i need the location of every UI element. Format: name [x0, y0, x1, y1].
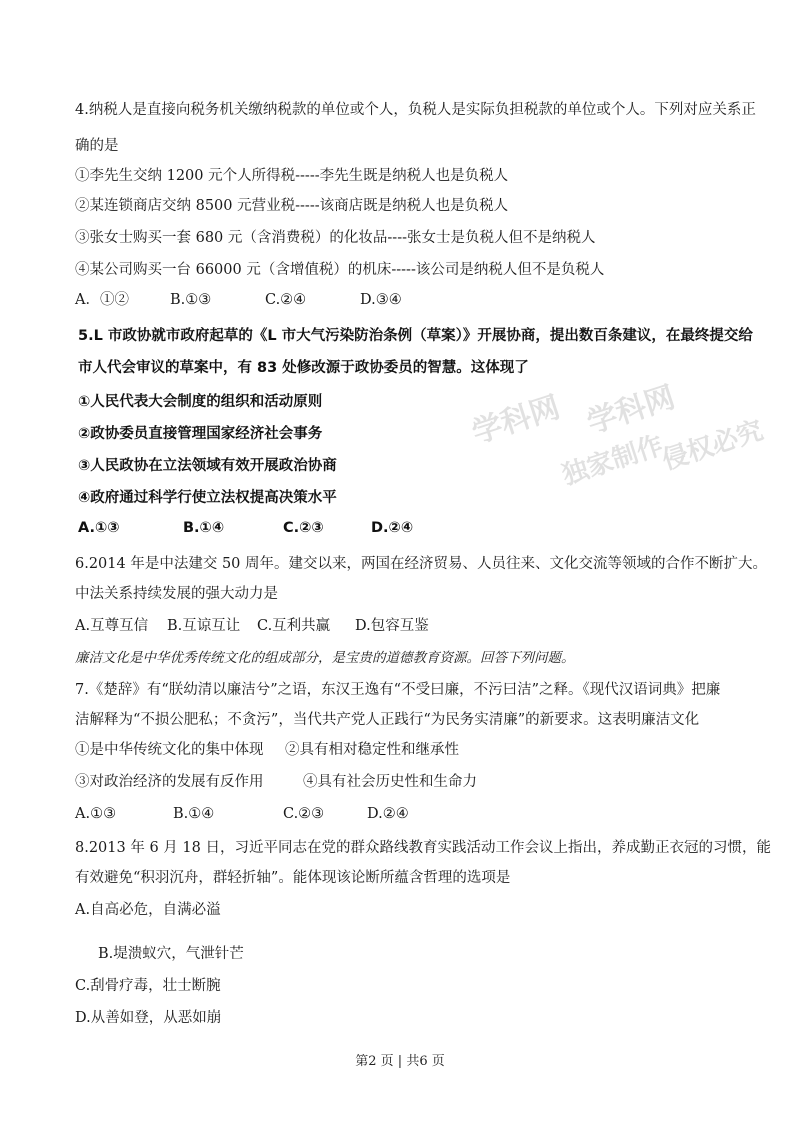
watermark-text: 学科网 [582, 379, 680, 441]
q8-stem-cont: 有效避免“积羽沉舟，群轻折轴”。能体现该论断所蕴含哲理的选项是 [75, 870, 511, 886]
q4-option-a[interactable]: A．①② [75, 292, 129, 308]
q6-option-b[interactable]: B.互谅互让 [167, 618, 241, 634]
q6-option-a[interactable]: A.互尊互信 [75, 618, 149, 634]
q6-option-c[interactable]: C.互利共赢 [257, 618, 331, 634]
q4-item-3: ③张女士购买一套 680 元（含消费税）的化妆品----张女士是负税人但不是纳税人 [75, 230, 596, 246]
section-note: 廉洁文化是中华优秀传统文化的组成部分，是宝贵的道德教育资源。回答下列问题。 [75, 650, 575, 666]
q7-stem-cont: 洁解释为“不损公肥私；不贪污”，当代共产党人正践行“为民务实清廉”的新要求。这表明廉洁文化 [75, 712, 700, 728]
q4-option-d[interactable]: D.③④ [360, 292, 402, 308]
q4-options [75, 290, 760, 310]
q4-item-2: ②某连锁商店交纳 8500 元营业税-----该商店既是纳税人也是负税人 [75, 198, 509, 214]
watermark-text: 独家制作 [558, 430, 667, 492]
q5-option-c[interactable]: C.②③ [283, 520, 324, 536]
q7-option-c[interactable]: C.②③ [283, 806, 325, 822]
q5-option-d[interactable]: D.②④ [371, 520, 414, 536]
q6-options [75, 616, 760, 636]
q4-stem-cont: 确的是 [75, 138, 119, 154]
q5-options [78, 518, 760, 538]
watermark-text: 学科网 [467, 389, 565, 451]
q7-stem: 7.《楚辞》有“朕幼清以廉洁兮”之语，东汉王逸有“不受曰廉，不污曰洁”之释。《现代汉语词典》把廉 [75, 682, 721, 698]
q4-option-b[interactable]: B.①③ [170, 292, 212, 308]
q7-item-3: ③对政治经济的发展有反作用 [75, 774, 264, 790]
q7-option-b[interactable]: B.①④ [173, 806, 215, 822]
q4-stem: 4.纳税人是直接向税务机关缴纳税款的单位或个人，负税人是实际负担税款的单位或个人。下列对应关系正 [75, 102, 756, 118]
q8-option-b[interactable]: B.堤溃蚁穴，气泄针芒 [98, 946, 244, 962]
watermark-text: 侵权必究 [658, 415, 767, 477]
q4-item-4: ④某公司购买一台 66000 元（含增值税）的机床-----该公司是纳税人但不是负税人 [75, 262, 605, 278]
q7-option-a[interactable]: A.①③ [75, 806, 117, 822]
q5-stem: 5.L 市政协就市政府起草的《L 市大气污染防治条例（草案）》开展协商，提出数百条建议，在最终提交给 [78, 328, 753, 344]
q7-item-2: ②具有相对稳定性和继承性 [285, 742, 459, 758]
q5-option-b[interactable]: B.①④ [183, 520, 225, 536]
q5-item-2: ②政协委员直接管理国家经济社会事务 [78, 426, 323, 442]
q6-option-d[interactable]: D.包容互鉴 [355, 618, 429, 634]
q8-option-d[interactable]: D.从善如登，从恶如崩 [75, 1010, 222, 1026]
q5-stem-cont: 市人代会审议的草案中，有 83 处修改源于政协委员的智慧。这体现了 [78, 360, 529, 376]
q7-items-row-1 [75, 740, 760, 760]
page-footer: 第2 页 | 共6 页 [355, 1054, 445, 1069]
q5-item-4: ④政府通过科学行使立法权提高决策水平 [78, 490, 337, 506]
q6-stem-cont: 中法关系持续发展的强大动力是 [75, 586, 278, 602]
q7-items-row-2 [75, 772, 760, 792]
q4-option-c[interactable]: C.②④ [265, 292, 307, 308]
q8-stem: 8.2013 年 6 月 18 日，习近平同志在党的群众路线教育实践活动工作会议上指出，养成勤正衣冠的习惯，能 [75, 840, 771, 856]
q5-option-a[interactable]: A.①③ [78, 520, 120, 536]
q7-item-1: ①是中华传统文化的集中体现 [75, 742, 264, 758]
q7-item-4: ④具有社会历史性和生命力 [303, 774, 477, 790]
q8-option-c[interactable]: C.刮骨疗毒，壮士断腕 [75, 978, 221, 994]
q7-option-d[interactable]: D.②④ [367, 806, 409, 822]
q8-option-a[interactable]: A.自高必危，自满必溢 [75, 902, 221, 918]
q5-item-3: ③人民政协在立法领域有效开展政治协商 [78, 458, 337, 474]
q7-options [75, 804, 760, 824]
q6-stem: 6.2014 年是中法建交 50 周年。建交以来，两国在经济贸易、人员往来、文化交流等领域的合作不断扩大。 [75, 556, 768, 572]
q4-item-1: ①李先生交纳 1200 元个人所得税-----李先生既是纳税人也是负税人 [75, 168, 509, 184]
q5-item-1: ①人民代表大会制度的组织和活动原则 [78, 394, 323, 410]
